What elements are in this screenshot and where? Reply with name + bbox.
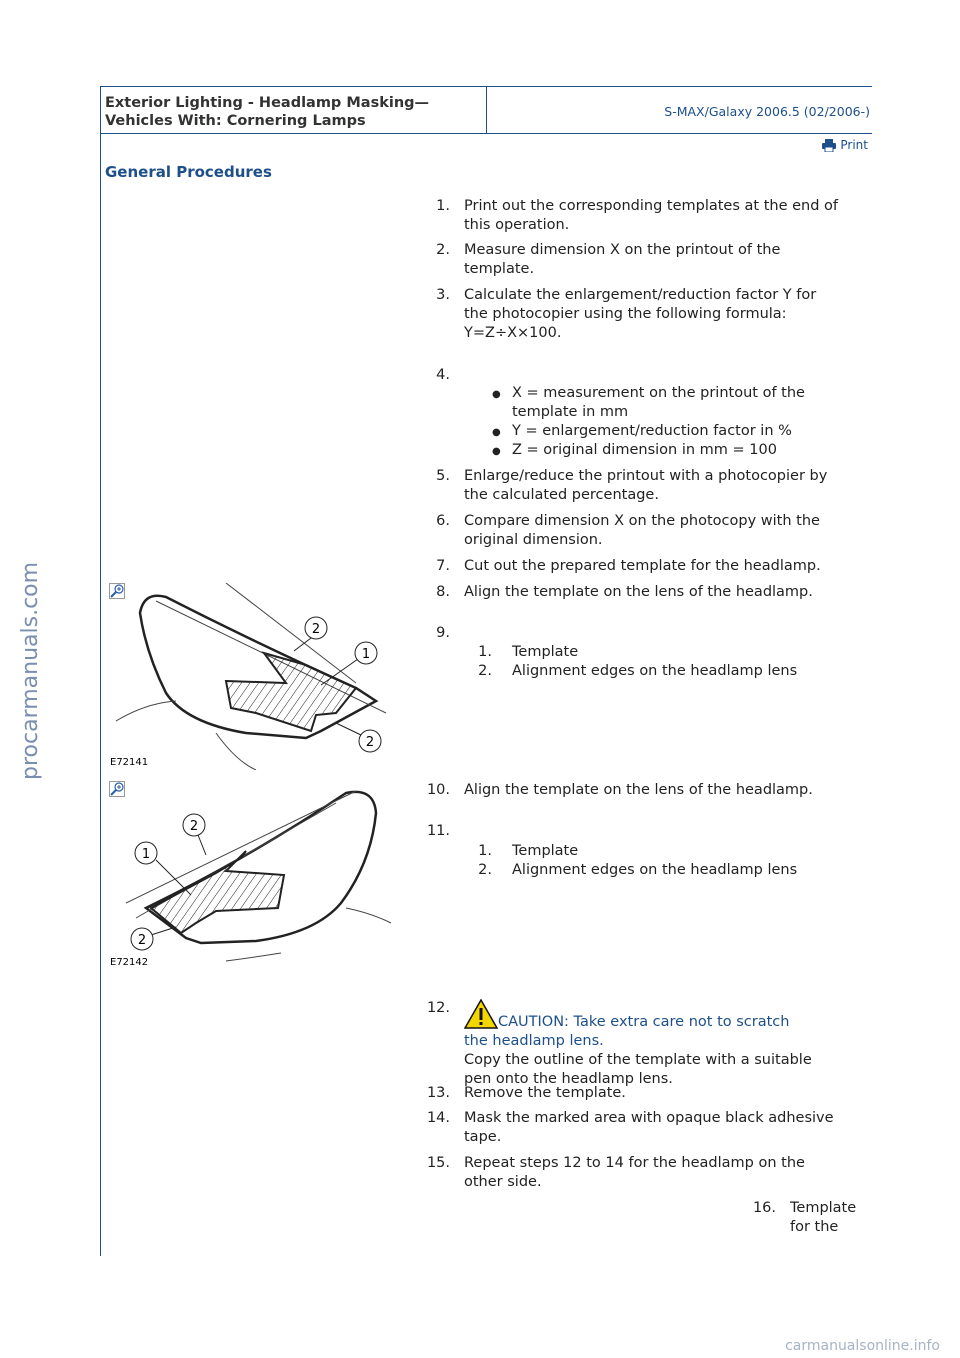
figure-code: E72141 (110, 757, 149, 768)
legend-text: Alignment edges on the headlamp lens (512, 663, 798, 679)
step-number: 16. (752, 1200, 776, 1216)
legend-item (464, 842, 864, 861)
step-text: Cut out the prepared template for the headlamp. (464, 558, 821, 574)
step-text: pen onto the headlamp lens. (464, 1071, 673, 1087)
step-1 (410, 197, 870, 235)
step-13 (410, 1084, 870, 1103)
printer-icon (822, 139, 836, 152)
step-text: template. (464, 261, 535, 277)
footer-watermark: carmanualsonline.info (785, 1338, 940, 1354)
legend-item (464, 643, 864, 662)
callout-label: 2 (189, 819, 199, 834)
step-text: Template (790, 1200, 857, 1216)
step-text: tape. (464, 1129, 502, 1145)
title-line-1: Exterior Lighting - Headlamp Masking— (105, 95, 430, 111)
step-number: 11. (426, 823, 450, 839)
step-text: Repeat steps 12 to 14 for the headlamp on the (464, 1155, 805, 1171)
legend-number: 1. (478, 644, 492, 660)
callout-label: 2 (365, 735, 375, 750)
step-10 (410, 781, 870, 800)
step-text: other side. (464, 1174, 542, 1190)
left-rule (100, 86, 101, 1256)
step-number: 7. (436, 558, 450, 574)
step-text: Align the template on the lens of the headlamp. (464, 782, 813, 798)
legend-text: Template (512, 843, 579, 859)
side-watermark: procarmanuals.com (18, 561, 43, 780)
warning-icon (464, 999, 498, 1029)
bullet-text: Z = original dimension in mm = 100 (512, 442, 777, 458)
caution-text: the headlamp lens. (464, 1033, 604, 1049)
model-label: S-MAX/Galaxy 2006.5 (02/2006-) (664, 104, 870, 119)
step-text: this operation. (464, 217, 570, 233)
step-text: Align the template on the lens of the headlamp. (464, 584, 813, 600)
step-text: Compare dimension X on the photocopy with the (464, 513, 820, 529)
legend-number: 1. (478, 843, 492, 859)
step-text: Remove the template. (464, 1085, 626, 1101)
step-3 (410, 286, 870, 343)
step-text: the calculated percentage. (464, 487, 659, 503)
step-number: 3. (436, 287, 450, 303)
step-number: 15. (426, 1155, 450, 1171)
step-text: the photocopier using the following formula: (464, 306, 787, 322)
page-title (105, 94, 429, 130)
legend-item (464, 662, 864, 681)
step-8 (410, 583, 870, 602)
step-14 (410, 1109, 870, 1147)
step-text: Enlarge/reduce the printout with a photocopier by (464, 468, 828, 484)
title-line-2: Vehicles With: Cornering Lamps (105, 113, 366, 129)
step-6 (410, 512, 870, 550)
step-2 (410, 241, 870, 279)
legend-text: Alignment edges on the headlamp lens (512, 862, 798, 878)
bullet-item: ● Z = original dimension in mm = 100 (492, 441, 852, 460)
print-button[interactable] (822, 138, 868, 152)
step-number: 6. (436, 513, 450, 529)
caution-line (464, 999, 870, 1032)
step-5 (410, 467, 870, 505)
bullet-item: ● Y = enlargement/reduction factor in % (492, 422, 852, 441)
step-12 (410, 999, 870, 1089)
step-7 (410, 557, 870, 576)
step-text: Calculate the enlargement/reduction factor Y for (464, 287, 817, 303)
headlamp-figure-1 (106, 583, 396, 770)
step-text: for the (790, 1219, 839, 1235)
step-number: 9. (436, 625, 450, 641)
step-text: Y=Z÷X×100. (464, 325, 562, 341)
print-label: Print (840, 138, 868, 152)
step-number: 4. (436, 367, 450, 383)
step-15 (410, 1154, 870, 1192)
bullet-item: ● X = measurement on the printout of the template in mm (492, 384, 852, 422)
legend-text: Template (512, 644, 579, 660)
callout-label: 2 (137, 933, 147, 948)
step-text: Copy the outline of the template with a suitable (464, 1052, 812, 1068)
callout-label: 1 (361, 647, 371, 662)
step-text: Print out the corresponding templates at the end of (464, 198, 838, 214)
caution-text: CAUTION: Take extra care not to scratch (498, 1014, 790, 1030)
bullet-text: X = measurement on the printout of the (512, 385, 805, 401)
legend-number: 2. (478, 862, 492, 878)
step-text: Measure dimension X on the printout of the (464, 242, 781, 258)
bullet-text: template in mm (512, 404, 629, 420)
step-number: 5. (436, 468, 450, 484)
headlamp-figure-2 (106, 783, 396, 968)
callout-label: 1 (141, 847, 151, 862)
header-divider (486, 87, 487, 133)
bullet-text: Y = enlargement/reduction factor in % (512, 423, 792, 439)
step-number: 10. (426, 782, 450, 798)
header (100, 86, 872, 134)
step-text: original dimension. (464, 532, 603, 548)
step-text: Mask the marked area with opaque black adhesive (464, 1110, 834, 1126)
step-number: 2. (436, 242, 450, 258)
step-number: 8. (436, 584, 450, 600)
step-number: 12. (426, 1000, 450, 1016)
section-title: General Procedures (105, 163, 272, 181)
step-number: 14. (426, 1110, 450, 1126)
figure-code: E72142 (110, 957, 149, 968)
step-16 (736, 1199, 876, 1237)
legend-number: 2. (478, 663, 492, 679)
callout-label: 2 (311, 622, 321, 637)
step-number: 13. (426, 1085, 450, 1101)
step-number: 1. (436, 198, 450, 214)
legend-item (464, 861, 864, 880)
